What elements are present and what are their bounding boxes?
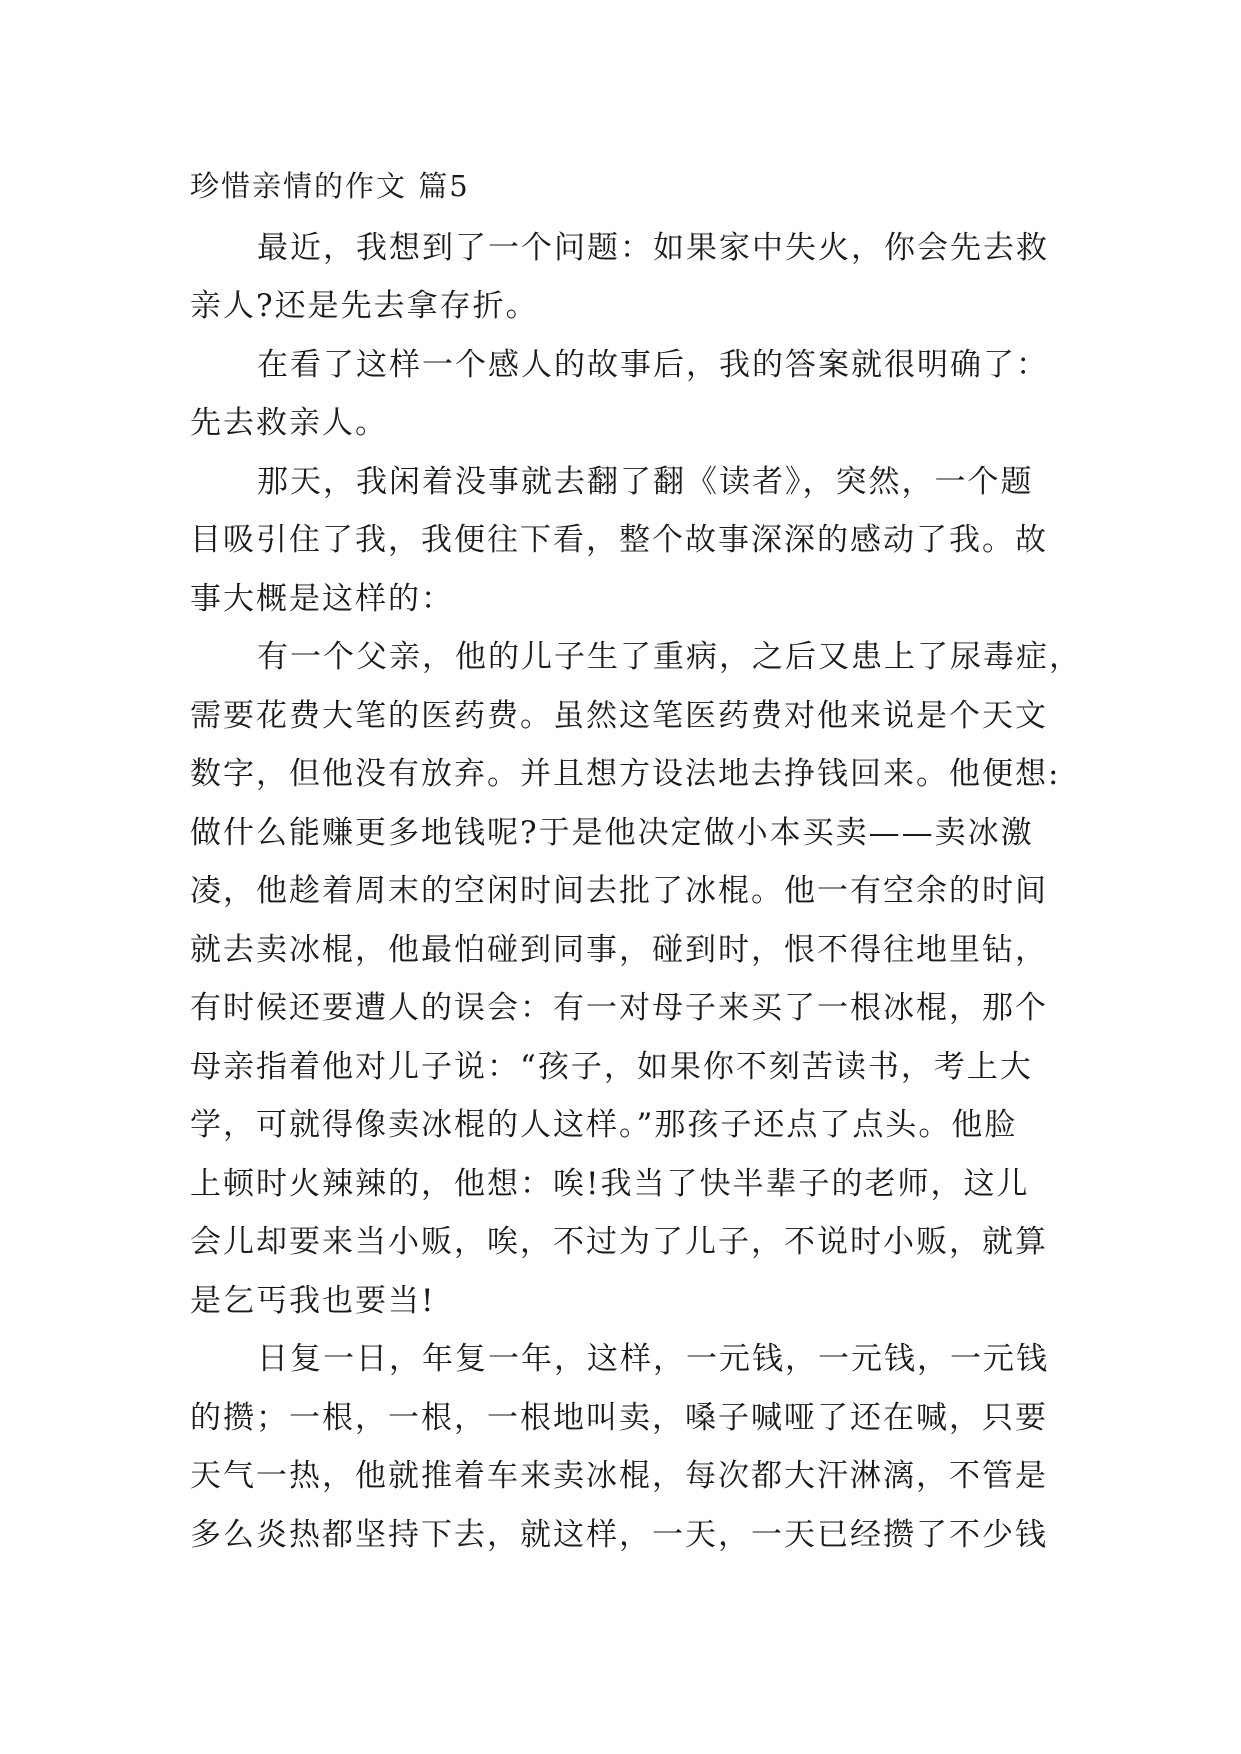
- text-line: 就去卖冰棍，他最怕碰到同事，碰到时，恨不得往地里钻，: [190, 932, 1048, 968]
- text-line: 亲人?还是先去拿存折。: [190, 288, 539, 324]
- text-line: 先去救亲人。: [190, 405, 388, 441]
- text-line: 最近，我想到了一个问题：如果家中失火，你会先去救: [257, 230, 1049, 266]
- text-line: 多么炎热都坚持下去，就这样，一天，一天已经攒了不少钱: [190, 1517, 1048, 1553]
- essay-title: 珍惜亲情的作文 篇5: [190, 169, 470, 203]
- text-line: 母亲指着他对儿子说：“孩子，如果你不刻苦读书，考上大: [190, 1049, 1033, 1085]
- text-line: 的攒；一根，一根，一根地叫卖，嗓子喊哑了还在喊，只要: [190, 1400, 1048, 1436]
- text-line: 有时候还要遭人的误会：有一对母子来买了一根冰棍，那个: [190, 990, 1048, 1026]
- text-line: 上顿时火辣辣的，他想：唉!我当了快半辈子的老师，这儿: [190, 1166, 1030, 1202]
- text-line: 目吸引住了我，我便往下看，整个故事深深的感动了我。故: [190, 522, 1048, 558]
- text-line: 做什么能赚更多地钱呢?于是他决定做小本买卖——卖冰激: [190, 815, 1034, 851]
- text-line: 有一个父亲，他的儿子生了重病，之后又患上了尿毒症，: [257, 639, 1082, 675]
- text-line: 需要花费大笔的医药费。虽然这笔医药费对他来说是个天文: [190, 698, 1048, 734]
- text-line: 凌，他趁着周末的空闲时间去批了冰棍。他一有空余的时间: [190, 873, 1048, 909]
- text-line: 在看了这样一个感人的故事后，我的答案就很明确了：: [257, 347, 1049, 383]
- text-line: 事大概是这样的：: [190, 581, 454, 617]
- text-line: 数字，但他没有放弃。并且想方设法地去挣钱回来。他便想:: [190, 756, 1061, 792]
- text-line: 是乞丐我也要当!: [190, 1283, 436, 1319]
- text-line: 天气一热，他就推着车来卖冰棍，每次都大汗淋漓，不管是: [190, 1458, 1048, 1494]
- text-line: 学，可就得像卖冰棍的人这样。”那孩子还点了点头。他脸: [190, 1107, 1018, 1143]
- text-line: 那天，我闲着没事就去翻了翻《读者》，突然，一个题: [257, 464, 1034, 500]
- text-line: 日复一日，年复一年，这样，一元钱，一元钱，一元钱: [257, 1341, 1049, 1377]
- text-line: 会儿却要来当小贩，唉，不过为了儿子，不说时小贩，就算: [190, 1224, 1048, 1260]
